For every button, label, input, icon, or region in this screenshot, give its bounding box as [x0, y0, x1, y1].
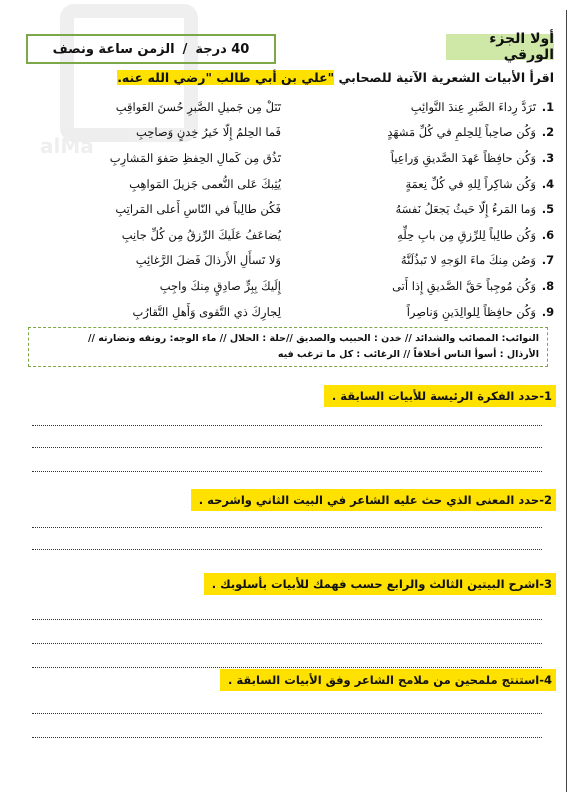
answer-line[interactable]	[32, 667, 542, 668]
verse-second-hemistich: تَذُق مِن كَمالِ الحِفظِ صَفوَ المَشارِبِ	[109, 150, 281, 165]
glossary-line: الأرذال : أسوأ الناس أخلاقاً // الرغائب : كل ما ترغب فيه	[277, 349, 539, 360]
verse-number: 3.	[541, 150, 555, 165]
answer-line[interactable]	[32, 471, 542, 472]
verse-second-hemistich: تَنَلْ مِن جَميلِ الصَّبرِ حُسنَ العَواقِبِ	[115, 99, 281, 114]
answer-line[interactable]	[32, 447, 542, 448]
verse-second-hemistich: وَلا تَسأَلِ الأَرذالَ فَضلَ الرَّغائِبِ	[135, 253, 281, 268]
verse-row	[26, 196, 556, 222]
verse-row	[26, 94, 556, 120]
answer-line[interactable]	[32, 643, 542, 644]
exam-marks: 40 درجة	[195, 41, 250, 57]
verse-row	[26, 222, 556, 248]
glossary-line: النوائب: المصائب والشدائد // خدن : الحبيب والصديق //حلة : الحلال // ماء الوجه: رونقه ونضارته //	[87, 333, 539, 344]
verse-first-hemistich: وَما المَرءُ إِلّا حَيثُ يَجعَلُ نَفسَهُ	[395, 202, 536, 217]
verse-number: 9.	[541, 304, 555, 319]
verse-row	[26, 273, 556, 299]
verse-number: 4.	[541, 176, 555, 191]
verse-row	[26, 171, 556, 197]
verse-number: 2.	[541, 125, 555, 140]
verse-number: 1.	[541, 99, 555, 114]
answer-line[interactable]	[32, 713, 542, 714]
verse-second-hemistich: يُضاعَفُ عَلَيكَ الرِّزقُ مِن كُلِّ جانِبِ	[121, 227, 281, 242]
question-1: 1-حدد الفكرة الرئيسة للأبيات السابقة .	[324, 385, 556, 407]
poet-name: "علي بن أبي طالب "رضي الله عنه.	[117, 70, 335, 85]
question-2: 2-حدد المعنى الذي حث عليه الشاعر في البيت الثاني واشرحه .	[191, 489, 556, 511]
verse-first-hemistich: وَكُن شاكِراً لِلهِ في كُلِّ نِعمَةٍ	[405, 176, 536, 191]
glossary-box	[28, 327, 548, 367]
verse-row	[26, 299, 556, 325]
verse-second-hemistich: فَما الحِلمُ إِلّا خَيرُ خِدنٍ وَصاحِبِ	[135, 125, 281, 140]
verse-second-hemistich: إِلَيكَ بِبِرٍّ صادِقٍ مِنكَ واجِبِ	[159, 278, 281, 293]
verse-second-hemistich: يُثِبكَ عَلى النُّعمى جَزيلَ المَواهِبِ	[129, 176, 281, 191]
verse-row	[26, 120, 556, 146]
verse-number: 7.	[541, 253, 555, 268]
answer-line[interactable]	[32, 527, 542, 528]
verse-number: 8.	[541, 278, 555, 293]
verse-second-hemistich: لِجارِكَ ذي التَّقوى وَأَهلِ التَّقارُبِ	[132, 304, 281, 319]
question-4: 4-استنتج ملمحين من ملامح الشاعر وفق الأبيات السابقة .	[220, 669, 556, 691]
section-title: أولا الجزء الورقي	[446, 34, 554, 60]
question-3: 3-اشرح البيتين الثالث والرابع حسب فهمك للأبيات بأسلوبك .	[204, 573, 556, 595]
verse-first-hemistich: وَصُن مِنكَ ماءَ الوَجهِ لا تَبذُلَنَّهُ	[400, 253, 536, 268]
answer-line[interactable]	[32, 619, 542, 620]
exam-time: الزمن ساعة ونصف	[52, 41, 175, 57]
verse-number: 6.	[541, 227, 555, 242]
verse-number: 5.	[541, 202, 555, 217]
verse-first-hemistich: وَكُن صاحِباً لِلحِلمِ في كُلِّ مَشهَدٍ	[387, 125, 536, 140]
info-separator: /	[182, 41, 188, 57]
answer-line[interactable]	[32, 549, 542, 550]
poem-verses	[26, 94, 556, 324]
watermark-text: alMa	[40, 134, 94, 158]
verse-first-hemistich: وَكُن مُوجِباً حَقَّ الصَّديقِ إِذا أَتى	[392, 278, 536, 293]
reading-instruction	[34, 70, 554, 85]
verse-first-hemistich: وَكُن حافِظاً عَهدَ الصَّديقِ وَراعِياً	[390, 150, 536, 165]
answer-line[interactable]	[32, 425, 542, 426]
verse-first-hemistich: وَكُن طالِباً لِلرِّزقِ مِن بابِ حِلِّهِ	[397, 227, 536, 242]
verse-first-hemistich: وَكُن حافِظاً لِلوالِدَينِ وَناصِراً	[406, 304, 536, 319]
verse-row	[26, 248, 556, 274]
verse-first-hemistich: تَرَدَّ رِداءَ الصَّبرِ عِندَ النَّوائِبِ	[410, 99, 536, 114]
answer-line[interactable]	[32, 737, 542, 738]
verse-second-hemistich: فَكُن طالِباً في النّاسِ أَعلى المَراتِبِ	[115, 202, 281, 217]
exam-info-box	[26, 34, 276, 64]
instruction-text: اقرأ الأبيات الشعرية الآتية للصحابي	[334, 70, 554, 85]
verse-row	[26, 145, 556, 171]
